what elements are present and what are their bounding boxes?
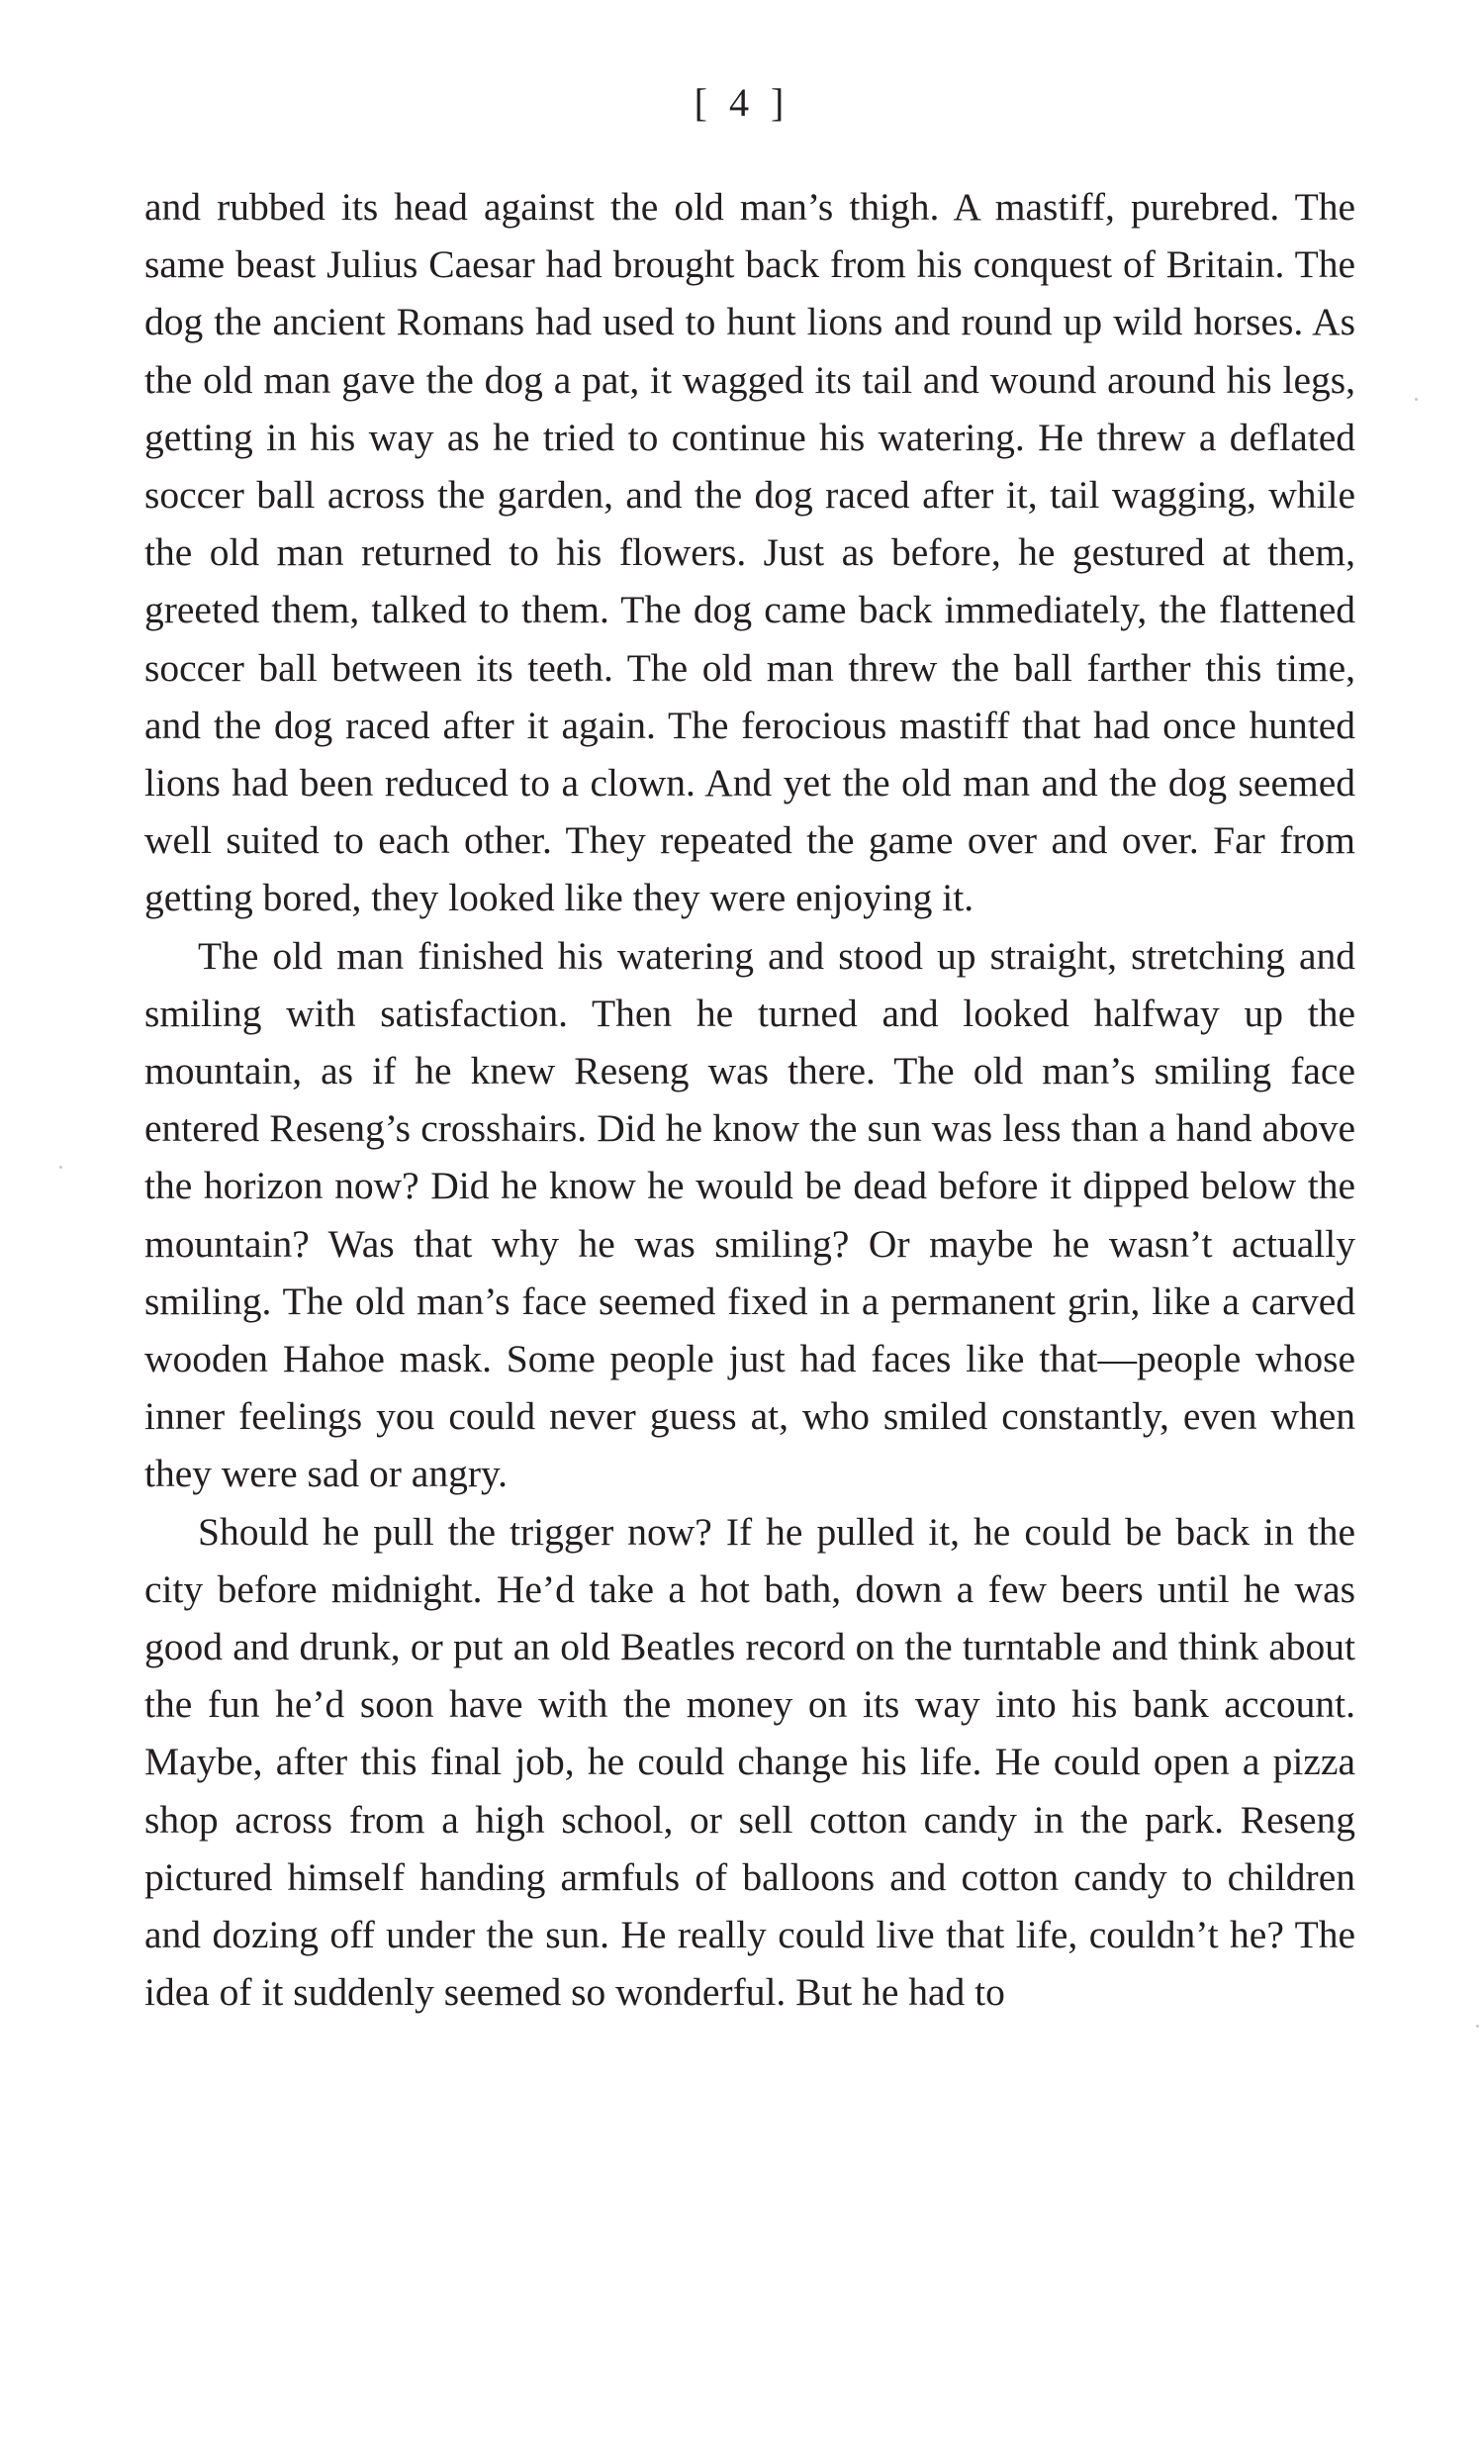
page-number bbox=[0, 75, 1484, 131]
page-number-close-bracket: ] bbox=[771, 80, 790, 125]
scan-speck bbox=[59, 1166, 62, 1169]
page-number-value: 4 bbox=[729, 80, 755, 125]
paragraph: The old man finished his watering and stood up straight, stretching and smiling with satisfaction. Then he turned and looked halfway up the mountain, as if he knew Reseng was there. The old man’s smiling face entered Reseng’s crosshairs. Did he know the sun was less than a hand above the horizon now? Did he know he would be dead before it dipped below the mountain? Was that why he was smiling? Or maybe he wasn’t actually smiling. The old man’s face seemed fixed in a permanent grin, like a carved wooden Hahoe mask. Some people just had faces like that—people whose inner feelings you could never guess at, who smiled constantly, even when they were sad or angry. bbox=[144, 933, 1355, 1496]
body-text bbox=[144, 178, 1355, 2022]
page-number-open-bracket: [ bbox=[694, 80, 713, 125]
paragraph-continued: and rubbed its head against the old man’s thigh. A mastiff, purebred. The same beast Julius Caesar had brought back from his conquest of Britain. The dog the ancient Romans had used to hunt lions and round up wild horses. As the old man gave the dog a pat, it wagged its tail and wound around his legs, getting in his way as he tried to continue his watering. He threw a deflated soccer ball across the garden, and the dog raced after it, tail wagging, while the old man returned to his flowers. Just as before, he gestured at them, greeted them, talked to them. The dog came back immediately, the flattened soccer ball between its teeth. The old man threw the ball farther this time, and the dog raced after it again. The ferocious mastiff that had once hunted lions had been reduced to a clown. And yet the old man and the dog seemed well suited to each other. They repeated the game over and over. Far from getting bored, they looked like they were enjoying it. bbox=[144, 185, 1355, 920]
paragraph: Should he pull the trigger now? If he pulled it, he could be back in the city before midnight. He’d take a hot bath, down a few beers until he was good and drunk, or put an old Beatles record on the turntable and think about the fun he’d soon have with the money on its way into his bank account. Maybe, after this final job, he could change his life. He could open a pizza shop across from a high school, or sell cotton candy in the park. Reseng pictured himself handing armfuls of balloons and cotton candy to children and dozing off under the sun. He really could live that life, couldn’t he? The idea of it suddenly seemed so wonderful. But he had to bbox=[144, 1509, 1355, 2015]
scan-speck bbox=[1476, 2025, 1479, 2028]
scan-speck bbox=[1415, 398, 1418, 401]
